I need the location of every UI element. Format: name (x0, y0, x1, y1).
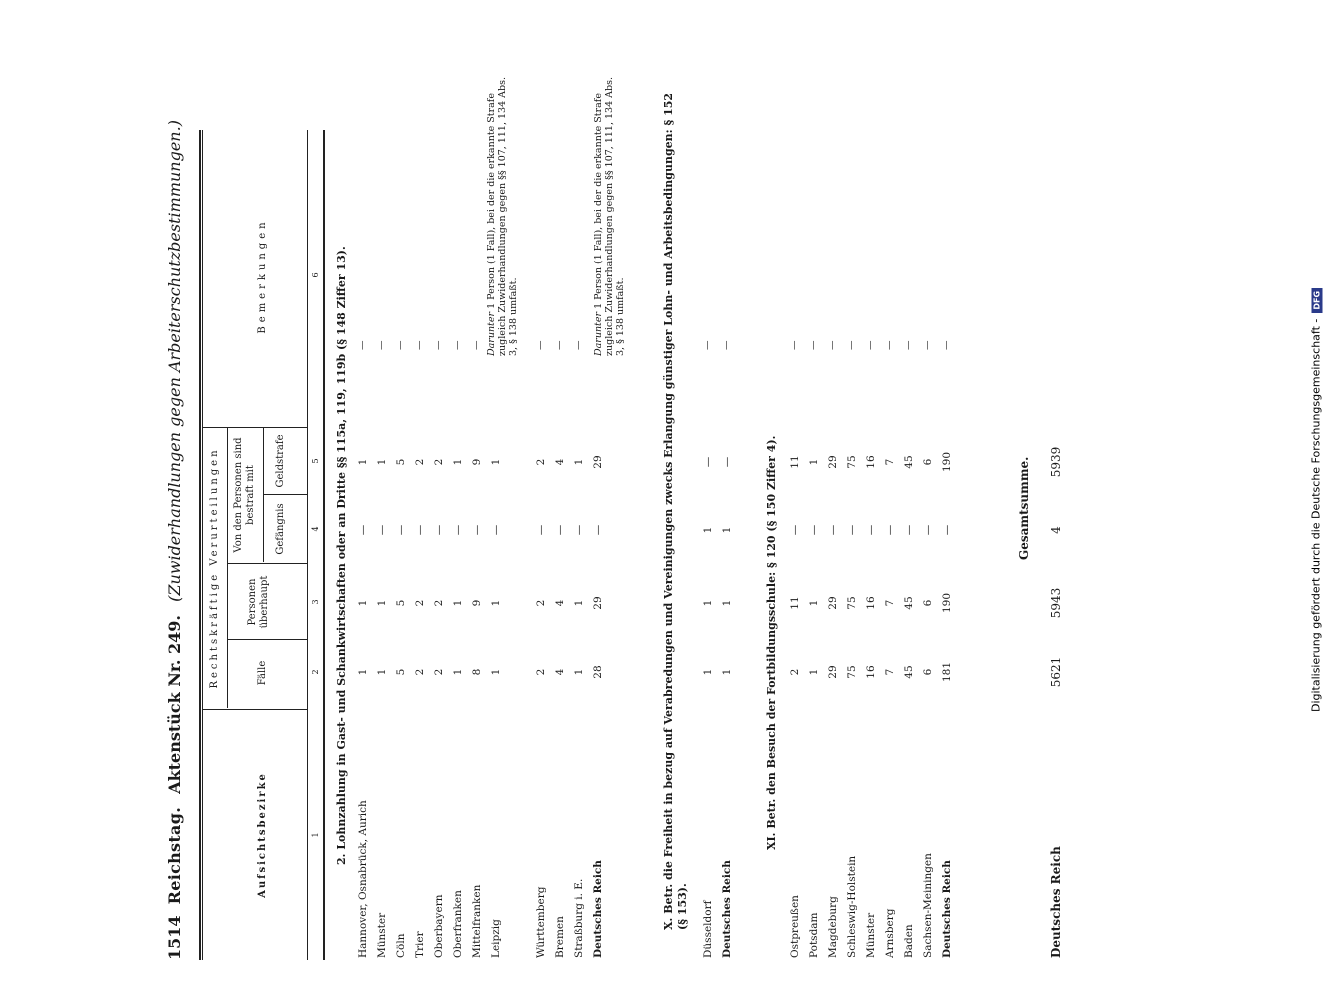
row-label: Münster (865, 912, 877, 958)
cell-gefaengnis: — (941, 524, 953, 536)
row-label: Baden (903, 924, 915, 958)
cell-gefaengnis: — (789, 524, 801, 536)
cell-geldstrafe: 1 (808, 458, 820, 466)
cell-personen: 190 (941, 592, 953, 614)
cell-geldstrafe: 7 (884, 458, 896, 466)
remark-lead: Darunter (486, 311, 497, 356)
cell-bemerkungen: — (846, 340, 857, 350)
col-number-rule (307, 130, 308, 960)
cell-geldstrafe: 2 (535, 458, 547, 466)
cell-faelle: 2 (414, 668, 426, 676)
cell-bemerkungen: — (573, 340, 584, 350)
cell-personen: 7 (884, 599, 896, 607)
header-rule-bottom (323, 130, 325, 960)
cell-geldstrafe: — (702, 456, 714, 468)
cell-bemerkungen: — (554, 340, 565, 350)
cell-bemerkungen: — (702, 340, 713, 350)
header-divider (203, 709, 307, 710)
cell-personen: 6 (922, 599, 934, 607)
row-label: Deutsches Reich (592, 860, 604, 958)
cell-faelle: 1 (376, 668, 388, 676)
cell-bemerkungen: — (827, 340, 838, 350)
cell-gefaengnis: — (922, 524, 934, 536)
document-number: Aktenstück Nr. 249. (165, 615, 184, 794)
row-label: Oberfranken (452, 890, 464, 958)
cell-personen: 9 (471, 599, 483, 607)
table-row (789, 80, 808, 960)
col-number: 3 (311, 599, 320, 605)
table-row (702, 80, 721, 960)
cell-geldstrafe: 190 (941, 451, 953, 473)
table-row (865, 80, 884, 960)
row-label: Magdeburg (827, 896, 839, 958)
table-row (922, 80, 941, 960)
cell-bemerkungen: — (376, 340, 387, 350)
cell-personen: 1 (702, 599, 714, 607)
table-row-total (721, 80, 740, 960)
header-divider (228, 639, 307, 640)
col-header-faelle: Fälle (257, 660, 268, 686)
cell-gefaengnis: — (865, 524, 877, 536)
row-label: Deutsches Reich (721, 860, 733, 958)
cell-bemerkungen: — (395, 340, 406, 350)
cell-personen: 1 (721, 599, 733, 607)
col-number: 6 (311, 272, 320, 278)
row-label: Leipzig (490, 919, 502, 958)
cell-gefaengnis: — (395, 524, 407, 536)
cell-gefaengnis: — (376, 524, 388, 536)
table-row (535, 80, 554, 960)
cell-gefaengnis: — (535, 524, 547, 536)
cell-geldstrafe: 1 (452, 458, 464, 466)
header-divider (228, 563, 307, 564)
cell-faelle: 181 (941, 661, 953, 683)
cell-faelle: 28 (592, 665, 604, 679)
cell-personen: 2 (535, 599, 547, 607)
table-row (903, 80, 922, 960)
col-number: 5 (311, 458, 320, 464)
cell-geldstrafe: 1 (573, 458, 585, 466)
cell-geldstrafe: 45 (903, 455, 915, 469)
cell-faelle: 7 (884, 668, 896, 676)
col-header-bestraft: Von den Personen sind bestraft mit (233, 437, 256, 553)
header-divider (203, 427, 307, 428)
cell-personen: 1 (452, 599, 464, 607)
header-rule-top (199, 130, 201, 960)
cell-bemerkungen: — (789, 340, 800, 350)
cell-bemerkungen: — (922, 340, 933, 350)
row-label: Hannover, Osnabrück, Aurich (357, 800, 369, 958)
cell-personen: 16 (865, 596, 877, 610)
col-header-verurteilungen: Rechtskräftige Verurteilungen (209, 447, 220, 689)
cell-geldstrafe: — (721, 456, 733, 468)
section-title: 2. Lohnzahlung in Gast- und Schankwirtschaften oder an Dritte §§ 115a, 119, 119b (§ 148 Ziffer 13). (335, 246, 348, 865)
section-title: X. Betr. die Freiheit in bezug auf Verabredungen und Vereinigungen zwecks Erlangung günstiger Lohn- und Arbeitsbedingungen: § 152 (§ 153). (662, 92, 689, 930)
table-row (827, 80, 846, 960)
cell-personen: 5943 (1049, 587, 1063, 619)
cell-faelle: 2 (789, 668, 801, 676)
cell-bemerkungen: — (721, 340, 732, 350)
cell-personen: 2 (433, 599, 445, 607)
cell-gefaengnis: — (433, 524, 445, 536)
table-row (808, 80, 827, 960)
cell-gefaengnis: — (846, 524, 858, 536)
cell-faelle: 16 (865, 665, 877, 679)
table-row (554, 80, 573, 960)
cell-faelle: 5621 (1049, 656, 1063, 688)
row-label: Bremen (554, 916, 566, 958)
cell-gefaengnis: 1 (702, 526, 714, 534)
col-number: 4 (311, 526, 320, 532)
cell-personen: 1 (808, 599, 820, 607)
cell-geldstrafe: 1 (357, 458, 369, 466)
cell-gefaengnis: — (903, 524, 915, 536)
cell-gefaengnis: — (592, 524, 604, 536)
cell-bemerkungen: — (941, 340, 952, 350)
cell-faelle: 75 (846, 665, 858, 679)
cell-faelle: 45 (903, 665, 915, 679)
cell-bemerkungen: — (865, 340, 876, 350)
cell-personen: 1 (573, 599, 585, 607)
section-title: XI. Betr. den Besuch der Fortbildungsschule: § 120 (§ 150 Ziffer 4). (765, 435, 778, 850)
table-row (452, 80, 471, 960)
document-subtitle: (Zuwiderhandlungen gegen Arbeiterschutzbestimmungen.) (165, 120, 184, 602)
col-header-bemerkungen: Bemerkungen (257, 218, 268, 334)
cell-gefaengnis: — (490, 524, 502, 536)
row-label: Oberbayern (433, 894, 445, 958)
cell-geldstrafe: 1 (376, 458, 388, 466)
remark-note (486, 66, 519, 356)
remark-text: 1 Person (1 Fall), bei der die erkannte Strafe zugleich Zuwiderhandlungen gegen §§ 107, 111, 134 Abs. 3, § 138 umfaßt. (593, 77, 626, 356)
cell-faelle: 1 (808, 668, 820, 676)
cell-personen: 2 (414, 599, 426, 607)
header-divider (264, 494, 307, 495)
grand-total-row (1049, 80, 1068, 960)
cell-geldstrafe: 6 (922, 458, 934, 466)
sub-underline (263, 428, 264, 562)
row-label: Schleswig-Holstein (846, 855, 858, 958)
page-header (165, 40, 184, 960)
row-label: Trier (414, 931, 426, 958)
cell-personen: 75 (846, 596, 858, 610)
table-row (433, 80, 452, 960)
running-title: Reichstag. (165, 806, 184, 905)
col-header-geldstrafe: Geldstrafe (275, 434, 286, 488)
cell-faelle: 29 (827, 665, 839, 679)
col-header-aufsichtsbezirke: Aufsichtsbezirke (257, 772, 268, 898)
cell-faelle: 1 (573, 668, 585, 676)
row-label: Potsdam (808, 912, 820, 958)
cell-personen: 29 (592, 596, 604, 610)
cell-faelle: 1 (721, 668, 733, 676)
cell-gefaengnis: — (827, 524, 839, 536)
cell-faelle: 2 (535, 668, 547, 676)
row-label: Arnsberg (884, 908, 896, 958)
cell-faelle: 8 (471, 668, 483, 676)
cell-gefaengnis: — (452, 524, 464, 536)
cell-bemerkungen: — (535, 340, 546, 350)
cell-bemerkungen: — (471, 340, 482, 350)
cell-personen: 4 (554, 599, 566, 607)
table-row-total (941, 80, 960, 960)
cell-personen: 5 (395, 599, 407, 607)
cell-gefaengnis: 1 (721, 526, 733, 534)
cell-faelle: 2 (433, 668, 445, 676)
cell-personen: 1 (490, 599, 502, 607)
cell-geldstrafe: 9 (471, 458, 483, 466)
cell-geldstrafe: 29 (592, 455, 604, 469)
cell-bemerkungen: — (808, 340, 819, 350)
rotated-page-content (117, 40, 1207, 960)
row-label: Württemberg (535, 886, 547, 958)
cell-gefaengnis: — (884, 524, 896, 536)
row-label: Mittelfranken (471, 884, 483, 958)
cell-bemerkungen: — (884, 340, 895, 350)
cell-geldstrafe: 4 (554, 458, 566, 466)
cell-geldstrafe: 29 (827, 455, 839, 469)
row-label: Sachsen-Meiningen (922, 853, 934, 958)
row-label: Deutsches Reich (941, 860, 953, 958)
cell-geldstrafe: 5 (395, 458, 407, 466)
cell-bemerkungen: — (452, 340, 463, 350)
cell-geldstrafe: 2 (414, 458, 426, 466)
cell-bemerkungen: — (414, 340, 425, 350)
cell-geldstrafe: 2 (433, 458, 445, 466)
cell-faelle: 4 (554, 668, 566, 676)
group-underline (227, 428, 228, 708)
row-label: Straßburg i. E. (573, 878, 585, 958)
cell-faelle: 1 (357, 668, 369, 676)
cell-personen: 1 (376, 599, 388, 607)
cell-bemerkungen: — (903, 340, 914, 350)
cell-gefaengnis: — (414, 524, 426, 536)
cell-gefaengnis: — (573, 524, 585, 536)
dfg-logo: DFG (1312, 288, 1323, 313)
col-header-personen: Personen überhaupt (247, 575, 270, 629)
cell-bemerkungen: — (433, 340, 444, 350)
cell-geldstrafe: 75 (846, 455, 858, 469)
table-row (376, 80, 395, 960)
cell-gefaengnis: — (471, 524, 483, 536)
row-label: Düsseldorf (702, 900, 714, 958)
row-label: Münster (376, 912, 388, 958)
col-number: 1 (311, 832, 320, 838)
cell-personen: 1 (357, 599, 369, 607)
table-row (884, 80, 903, 960)
table-row (573, 80, 592, 960)
remark-text: 1 Person (1 Fall), bei der die erkannte Strafe zugleich Zuwiderhandlungen gegen §§ 107, 111, 134 Abs. 3, § 138 umfaßt. (486, 77, 519, 356)
digitization-credit (1310, 140, 1323, 860)
table-row (414, 80, 433, 960)
cell-faelle: 1 (452, 668, 464, 676)
remark-note (593, 66, 626, 356)
cell-faelle: 1 (490, 668, 502, 676)
cell-personen: 11 (789, 596, 801, 610)
cell-personen: 45 (903, 596, 915, 610)
cell-personen: 29 (827, 596, 839, 610)
grand-total-title: Gesamtsumme. (1017, 456, 1031, 560)
cell-geldstrafe: 16 (865, 455, 877, 469)
cell-faelle: 6 (922, 668, 934, 676)
credit-text: Digitalisierung gefördert durch die Deutsche Forschungsgemeinschaft - (1309, 318, 1323, 713)
row-label: Deutsches Reich (1049, 846, 1063, 958)
cell-faelle: 1 (702, 668, 714, 676)
page-number: 1514 (165, 915, 184, 960)
header-rule-top-thin (202, 130, 203, 960)
cell-gefaengnis: 4 (1049, 526, 1063, 534)
cell-bemerkungen: — (357, 340, 368, 350)
row-label: Ostpreußen (789, 895, 801, 958)
cell-gefaengnis: — (808, 524, 820, 536)
table-row (357, 80, 376, 960)
col-header-gefaengnis: Gefängnis (275, 503, 286, 555)
cell-geldstrafe: 11 (789, 455, 801, 469)
col-number: 2 (311, 669, 320, 675)
cell-gefaengnis: — (554, 524, 566, 536)
remark-lead: Darunter (593, 311, 604, 356)
row-label: Cöln (395, 933, 407, 958)
table-row (846, 80, 865, 960)
table-row (395, 80, 414, 960)
cell-faelle: 5 (395, 668, 407, 676)
cell-geldstrafe: 1 (490, 458, 502, 466)
cell-geldstrafe: 5939 (1049, 446, 1063, 478)
cell-gefaengnis: — (357, 524, 369, 536)
